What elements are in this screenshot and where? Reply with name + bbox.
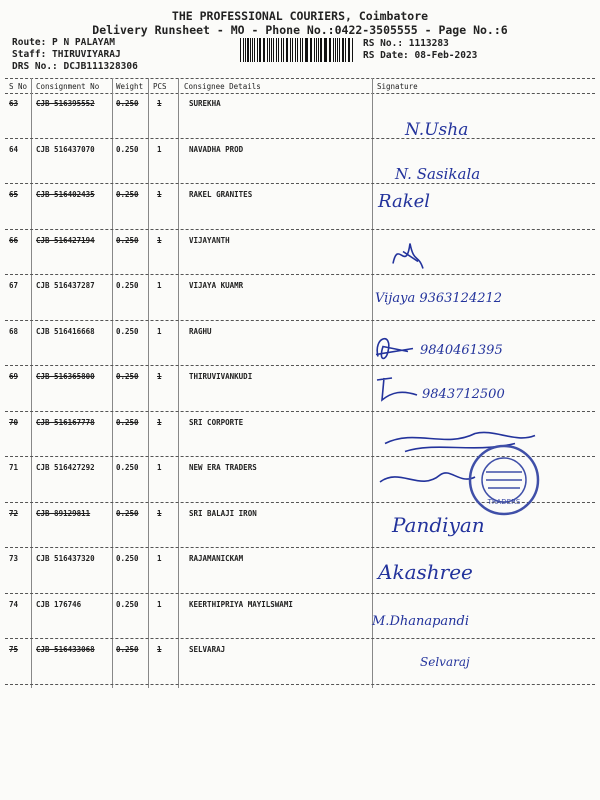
row-consignment-no: CJB 516427292 xyxy=(36,463,95,472)
row-sno: 67 xyxy=(9,281,19,290)
row-sno: 64 xyxy=(9,144,19,154)
row-weight: 0.250 xyxy=(116,326,139,336)
row-pcs: 1 xyxy=(157,99,162,108)
row-sno: 72 xyxy=(9,508,19,518)
row-consignment-no: CJB 516365800 xyxy=(36,372,95,381)
row-consignee: SRI CORPORTE xyxy=(189,417,244,427)
document-subtitle: Delivery Runsheet - MO - Phone No.:0422-3505555 - Page No.:6 xyxy=(92,23,508,37)
row-consignment-no: CJB 516437287 xyxy=(36,281,95,290)
row-consignee: SELVARAJ xyxy=(189,645,226,654)
row-pcs: 1 xyxy=(157,645,162,654)
signature-scribble xyxy=(377,378,417,400)
row-consignee: SUREKHA xyxy=(189,99,221,108)
row-sno: 74 xyxy=(9,599,19,609)
row-sno: 71 xyxy=(9,463,19,472)
row-sno: 69 xyxy=(9,372,19,381)
row-weight: 0.250 xyxy=(116,144,139,154)
row-weight: 0.250 xyxy=(116,417,139,427)
row-consignee: SRI BALAJI IRON xyxy=(189,508,257,518)
row-weight: 0.250 xyxy=(116,99,139,108)
row-pcs: 1 xyxy=(157,554,162,563)
col-sno: S No xyxy=(9,82,28,91)
row-signature: N.Usha xyxy=(405,120,469,140)
signature-scribble xyxy=(376,339,413,359)
row-consignee: KEERTHIPRIYA MAYILSWAMI xyxy=(189,599,293,609)
row-consignee: RAKEL GRANITES xyxy=(189,190,253,199)
staff-label: Staff: THIRUVIYARAJ xyxy=(12,49,121,60)
row-pcs: 1 xyxy=(157,190,162,199)
row-signature: Selvaraj xyxy=(420,655,470,669)
rs-number: RS No.: 1113283 xyxy=(363,38,449,49)
signature-scribble xyxy=(380,473,475,482)
row-sno: 73 xyxy=(9,554,19,563)
company-stamp xyxy=(466,442,546,522)
row-weight: 0.250 xyxy=(116,235,139,245)
row-weight: 0.250 xyxy=(116,463,139,472)
row-weight: 0.250 xyxy=(116,190,139,199)
row-consignee: THIRUVIVANKUDI xyxy=(189,372,253,381)
row-weight: 0.250 xyxy=(116,599,139,609)
drs-label: DRS No.: DCJB111328306 xyxy=(12,61,138,72)
row-pcs: 1 xyxy=(157,599,162,609)
row-weight: 0.250 xyxy=(116,281,139,290)
row-signature: N. Sasikala xyxy=(395,164,481,183)
row-consignment-no: CJB 516437070 xyxy=(36,144,95,154)
row-consignment-no: CJB 89129811 xyxy=(36,508,91,518)
row-signature: M.Dhanapandi xyxy=(372,613,470,629)
row-consignment-no: CJB 516395552 xyxy=(36,99,95,108)
rs-date: RS Date: 08-Feb-2023 xyxy=(363,50,478,61)
route-label: Route: P N PALAYAM xyxy=(12,37,115,48)
row-consignment-no: CJB 516402435 xyxy=(36,190,95,199)
row-signature: Rakel xyxy=(378,191,431,212)
stamp-text: TRADERS xyxy=(487,498,521,506)
row-pcs: 1 xyxy=(157,144,162,154)
row-sno: 65 xyxy=(9,190,19,199)
row-sno: 66 xyxy=(9,235,19,245)
signature-scribble xyxy=(393,244,423,269)
row-consignee: VIJAYA KUAMR xyxy=(189,281,244,290)
row-signature: 9843712500 xyxy=(422,387,505,402)
row-signature: Akashree xyxy=(378,560,473,584)
row-consignment-no: CJB 176746 xyxy=(36,599,82,609)
row-signature: Vijaya 9363124212 xyxy=(375,291,503,306)
row-pcs: 1 xyxy=(157,372,162,381)
row-weight: 0.250 xyxy=(116,645,139,654)
row-signature: 9840461395 xyxy=(420,342,503,358)
row-pcs: 1 xyxy=(157,235,162,245)
col-pcs: PCS xyxy=(153,82,167,91)
row-consignee: RAJAMANICKAM xyxy=(189,554,244,563)
col-consignee: Consignee Details xyxy=(184,82,261,91)
row-consignment-no: CJB 516167778 xyxy=(36,417,95,427)
row-consignee: RAGHU xyxy=(189,326,212,336)
row-consignee: VIJAYANTH xyxy=(189,235,230,245)
row-sno: 68 xyxy=(9,326,19,336)
row-pcs: 1 xyxy=(157,326,162,336)
row-weight: 0.250 xyxy=(116,372,139,381)
row-pcs: 1 xyxy=(157,281,162,290)
row-consignment-no: CJB 516437320 xyxy=(36,554,95,563)
row-weight: 0.250 xyxy=(116,554,139,563)
row-consignment-no: CJB 516416668 xyxy=(36,326,95,336)
row-signature: Pandiyan xyxy=(392,512,485,537)
col-weight: Weight xyxy=(116,82,144,91)
row-pcs: 1 xyxy=(157,508,162,518)
row-consignment-no: CJB 516433068 xyxy=(36,645,95,654)
col-consignment: Consignment No xyxy=(36,82,100,91)
document-title: THE PROFESSIONAL COURIERS, Coimbatore xyxy=(171,9,429,23)
row-weight: 0.250 xyxy=(116,508,139,518)
row-pcs: 1 xyxy=(157,417,162,427)
row-consignee: NAVADHA PROD xyxy=(189,144,244,154)
col-signature: Signature xyxy=(377,82,418,91)
row-sno: 63 xyxy=(9,99,19,108)
row-sno: 70 xyxy=(9,417,19,427)
row-consignee: NEW ERA TRADERS xyxy=(189,463,257,472)
row-sno: 75 xyxy=(9,645,19,654)
row-pcs: 1 xyxy=(157,463,162,472)
row-consignment-no: CJB 516427194 xyxy=(36,235,95,245)
